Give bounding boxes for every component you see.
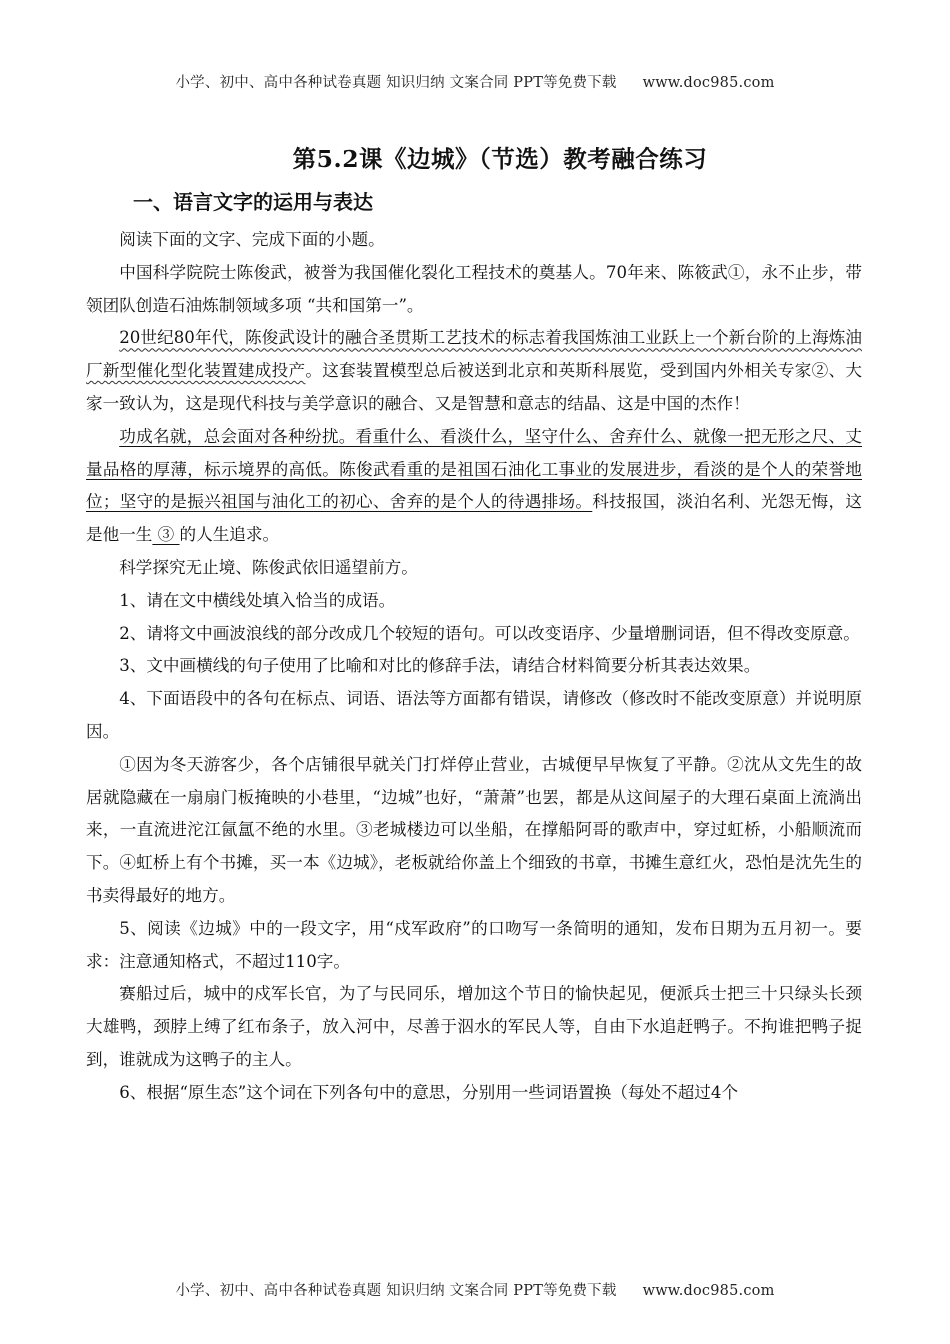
paragraph-2-rest: 。这套装置模型总后被送到北京和英斯科展览，受到国内外相关专家②、大家一致认为，这是现代科技与美学意识的融合、又是智慧和意志的结晶、这是中国的杰作！ <box>86 361 863 413</box>
header-text: 小学、初中、高中各种试卷真题 知识归纳 文案合同 PPT等免费下载 <box>175 75 617 91</box>
page-header <box>0 71 950 92</box>
wavy-underlined-text: 20世纪80年代，陈俊武设计的融合圣贯斯工艺技术的标志着我国炼油工业跃上一个新台阶的上海炼油厂新型催化型化装置建成投产 <box>86 328 862 381</box>
question-5: 5、阅读《边城》中的一段文字，用“戍军政府”的口吻写一条简明的通知，发布日期为五月初一。要求：注意通知格式，不超过110字。 <box>86 918 862 971</box>
passage-paragraph-2 <box>86 322 862 420</box>
passage-paragraph-4: 科学探究无止境、陈俊武依旧遥望前方。 <box>119 557 418 577</box>
page-title: 第5.2课《边城》（节选）教考融合练习 <box>292 145 708 173</box>
fill-blank-3: ③ <box>152 525 180 545</box>
question-4: 4、下面语段中的各句在标点、词语、语法等方面都有错误，请修改（修改时不能改变原意）并说明原因。 <box>86 689 862 741</box>
question-4-passage: ①因为冬天游客少，各个店铺很早就关门打烊停止营业，古城便早早恢复了平静。②沈从文先生的故居就隐藏在一扇扇门板掩映的小巷里，“边城”也好，“萧萧”也罢，都是从这间屋子的大理石桌面上流淌出来，一直流进沱江氤氲不绝的水里。③老城楼边可以坐船，在撑船阿哥的歌声中，穿过虹桥，小船顺流而下。④虹桥上有个书摊，买一本《边城》，老板就给你盖上个细致的书章，书摊生意红火，恐怕是沈先生的书卖得最好的地方。 <box>86 754 862 905</box>
question-3: 3、文中画横线的句子使用了比喻和对比的修辞手法，请结合材料简要分析其表达效果。 <box>119 656 761 676</box>
paragraph-3-text: 科技报国，淡泊名利、光怨无悔，这是他一生 <box>86 492 863 545</box>
intro-paragraph: 阅读下面的文字、完成下面的小题。 <box>119 230 385 249</box>
underlined-text: 功成名就，总会面对各种纷扰。看重什么、看淡什么，坚守什么、舍弃什么、就像一把无形之尺、丈量品格的厚薄，标示境界的高低。陈俊武看重的是祖国石油化工事业的发展进步，看淡的是个人的荣誉地位；坚守的是振兴祖国与油化工的初心、舍弃的是个人的待遇排场。 <box>86 426 862 512</box>
section-heading: 一、语言文字的运用与表达 <box>133 190 373 214</box>
question-5-passage: 赛船过后，城中的戍军长官，为了与民同乐，增加这个节日的愉快起见，便派兵士把三十只绿头长颈大雄鸭，颈脖上缚了红布条子，放入河中，尽善于泅水的军民人等，自由下水追赶鸭子。不拘谁把鸭子捉到，谁就成为这鸭子的主人。 <box>86 984 862 1069</box>
page-footer <box>0 1279 950 1300</box>
document-body <box>86 224 862 1110</box>
footer-text: 小学、初中、高中各种试卷真题 知识归纳 文案合同 PPT等免费下载 <box>175 1283 617 1299</box>
question-2: 2、请将文中画波浪线的部分改成几个较短的语句。可以改变语序、少量增删词语，但不得改变原意。 <box>119 623 860 643</box>
passage-paragraph-1: 中国科学院院士陈俊武，被誉为我国催化裂化工程技术的奠基人。70年来、陈筱武①，永不止步，带领团队创造石油炼制领域多项 “共和国第一”。 <box>86 262 862 315</box>
footer-url[interactable]: www.doc985.com <box>642 1283 775 1299</box>
header-url[interactable]: www.doc985.com <box>642 75 775 91</box>
paragraph-3-end: 的人生追求。 <box>179 525 280 545</box>
question-1: 1、请在文中横线处填入恰当的成语。 <box>119 590 396 610</box>
passage-paragraph-3 <box>86 421 862 552</box>
question-6: 6、根据“原生态”这个词在下列各句中的意思，分别用一些词语置换（每处不超过4个 <box>119 1082 739 1102</box>
